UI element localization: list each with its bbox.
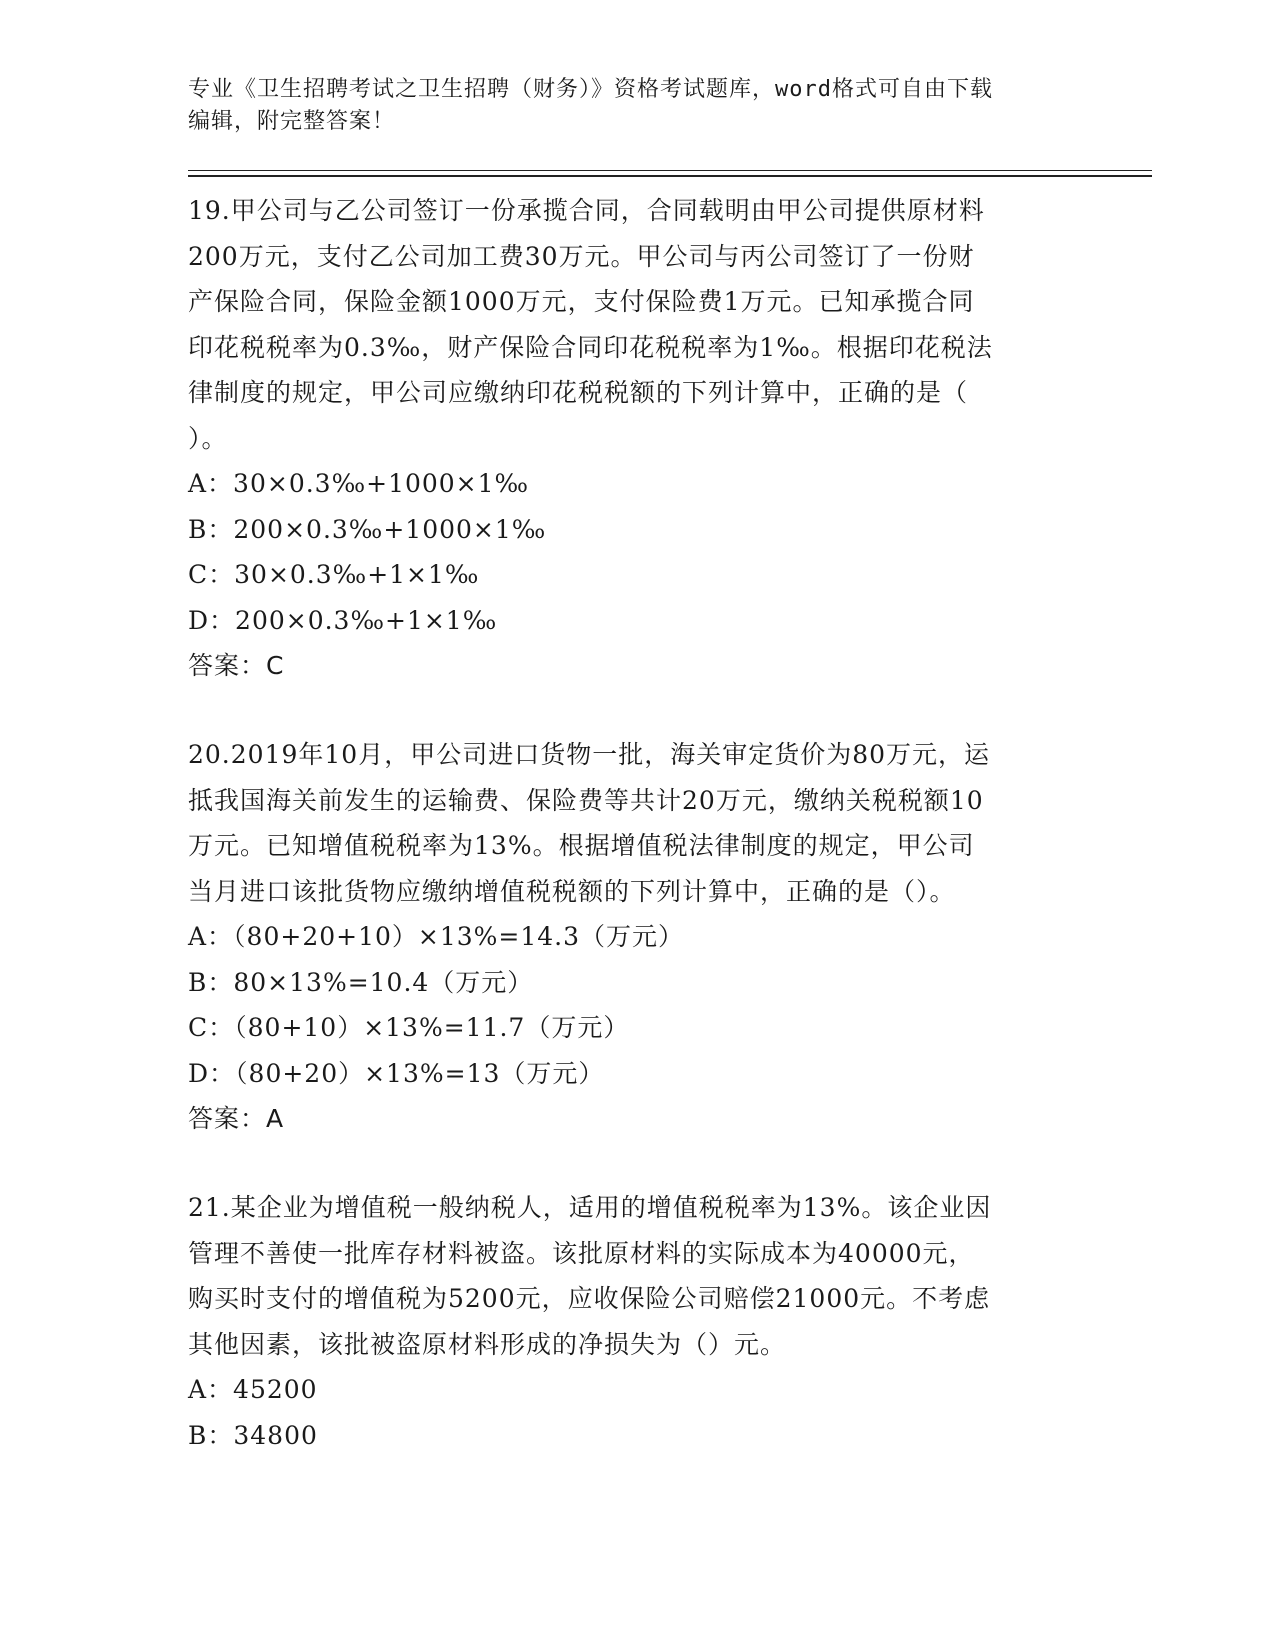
question-text-line: 其他因素，该批被盗原材料形成的净损失为（）元。 xyxy=(188,1329,787,1359)
question-text-line: 21.某企业为增值税一般纳税人，适用的增值税税率为13%。该企业因 xyxy=(188,1193,992,1222)
question-spacer xyxy=(188,1142,1088,1185)
option-b: B：200×0.3‰+1000×1‰ xyxy=(188,514,547,544)
question-20 xyxy=(188,732,1088,1142)
option-a: A：（80+20+10）×13%=14.3（万元） xyxy=(188,922,685,951)
question-text-line: 购买时支付的增值税为5200元，应收保险公司赔偿21000元。不考虑 xyxy=(188,1284,991,1313)
option-b: B：34800 xyxy=(188,1420,318,1450)
option-c: C：30×0.3‰+1×1‰ xyxy=(188,560,480,589)
answer-label: 答案：A xyxy=(188,1104,285,1133)
option-c: C：（80+10）×13%=11.7（万元） xyxy=(188,1013,630,1042)
question-text-line: 印花税税率为0.3‰，财产保险合同印花税税率为1‰。根据印花税法 xyxy=(188,332,993,362)
option-a: A：30×0.3‰+1000×1‰ xyxy=(188,469,530,498)
question-21 xyxy=(188,1185,1088,1458)
question-text-line: 20.2019年10月，甲公司进口货物一批，海关审定货价为80万元，运 xyxy=(188,740,991,769)
question-text-line: 管理不善使一批库存材料被盗。该批原材料的实际成本为40000元， xyxy=(188,1238,975,1268)
question-19 xyxy=(188,188,1088,689)
option-a: A：45200 xyxy=(188,1375,318,1404)
question-list xyxy=(188,188,1088,1458)
question-text-line: 19.甲公司与乙公司签订一份承揽合同，合同载明由甲公司提供原材料 xyxy=(188,196,985,225)
header-divider-thick xyxy=(188,175,1152,177)
question-text-line: 万元。已知增值税税率为13%。根据增值税法律制度的规定，甲公司 xyxy=(188,831,975,860)
header-line-2: 编辑，附完整答案！ xyxy=(188,109,396,134)
option-d: D：（80+20）×13%=13（万元） xyxy=(188,1058,605,1088)
page-header xyxy=(188,74,1068,138)
option-d: D：200×0.3‰+1×1‰ xyxy=(188,605,498,635)
option-b: B：80×13%=10.4（万元） xyxy=(188,967,534,997)
question-text-line: 产保险合同，保险金额1000万元，支付保险费1万元。已知承揽合同 xyxy=(188,287,975,316)
question-text-line: 当月进口该批货物应缴纳增值税税额的下列计算中，正确的是（）。 xyxy=(188,876,956,906)
answer-label: 答案：C xyxy=(188,651,285,680)
header-divider-thin xyxy=(188,170,1152,171)
question-spacer xyxy=(188,689,1088,732)
header-line-1: 专业《卫生招聘考试之卫生招聘（财务）》资格考试题库，word格式可自由下载 xyxy=(188,77,993,102)
question-text-line: 律制度的规定，甲公司应缴纳印花税税额的下列计算中，正确的是（ xyxy=(188,378,969,407)
question-text-line: ）。 xyxy=(188,423,228,453)
question-text-line: 抵我国海关前发生的运输费、保险费等共计20万元，缴纳关税税额10 xyxy=(188,785,984,815)
question-text-line: 200万元，支付乙公司加工费30万元。甲公司与丙公司签订了一份财 xyxy=(188,241,975,271)
